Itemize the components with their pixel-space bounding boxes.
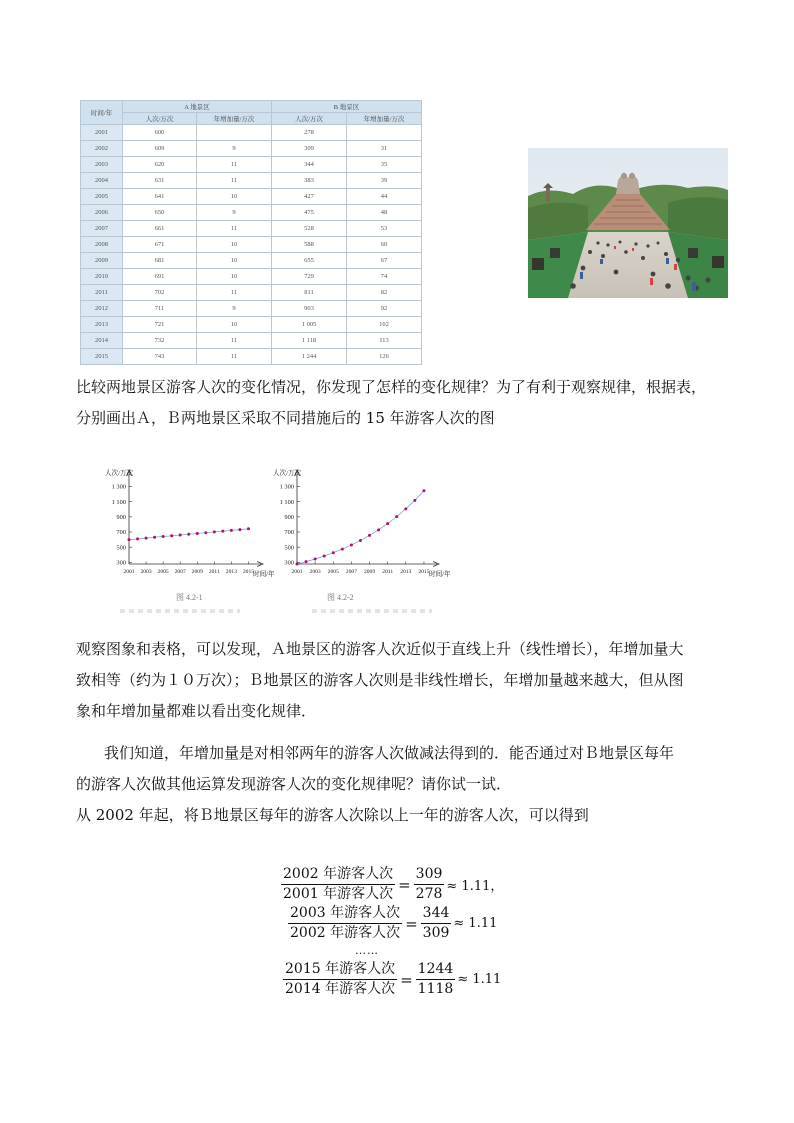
scan-artifact [312,609,432,613]
table-year-cell: 2010 [81,269,123,285]
table-row [81,237,422,253]
paragraph-line: 我们知道，年增加量是对相邻两年的游客人次做减法得到的．能否通过对Ｂ地景区每年 [104,744,675,762]
table-sub-header: 年增加量/万次 [347,113,422,125]
table-cell: 743 [123,349,197,365]
data-point [395,515,398,518]
x-tick-label: 2003 [309,569,321,575]
chart-a-scatter [105,462,275,587]
table-cell: 44 [347,189,422,205]
table-cell: 671 [123,237,197,253]
table-cell: 92 [347,301,422,317]
visitor-data-table [80,100,422,365]
scan-artifact [120,609,240,613]
x-tick-label: 2011 [382,569,394,575]
paragraph-line: 的游客人次做其他运算发现游客人次的变化规律呢？请你试一试． [76,775,512,793]
table-cell: 67 [347,253,422,269]
fraction-denominator: 2002 年游客人次 [290,925,401,941]
scenic-area-photo [528,148,728,298]
y-axis-label: 人次/万次 [273,470,302,477]
chart-b-caption: 图 4.2-2 [327,593,354,602]
table-row [81,125,422,141]
fraction-numerator: 1244 [416,961,456,980]
data-point [204,531,207,534]
paragraph-line: 比较两地景区游客人次的变化情况，你发现了怎样的变化规律？为了有利于观察规律，根据表， [76,378,707,396]
paragraph-compare [76,372,726,434]
table-cell: 711 [123,301,197,317]
equals-sign: = [398,875,411,894]
table-year-cell: 2007 [81,221,123,237]
approx-result: ≈ 1.11 [453,916,498,931]
x-tick-label: 2005 [327,569,339,575]
fraction-denominator: 1118 [417,981,454,997]
table-group-a-header: A 地景区 [123,101,272,113]
table-cell: 383 [272,173,347,189]
data-point [341,548,344,551]
x-tick-label: 2011 [208,569,220,575]
data-point [314,557,317,560]
table-cell: 278 [272,125,347,141]
table-cell: 31 [347,141,422,157]
x-tick-label: 2009 [363,569,376,575]
table-cell: 39 [347,173,422,189]
table-cell: 620 [123,157,197,173]
table-cell: 11 [197,221,272,237]
table-row [81,285,422,301]
x-tick-label: 2005 [157,569,169,575]
series-line [297,491,424,564]
data-point [128,538,131,541]
table-cell: 609 [123,141,197,157]
table-cell: 11 [197,157,272,173]
fraction-numerator: 344 [421,905,452,924]
data-point [359,539,362,542]
table-cell: 600 [123,125,197,141]
table-cell: 641 [123,189,197,205]
y-axis-label: 人次/万次 [105,470,134,477]
table-cell [197,125,272,141]
x-axis-label: 时间/年 [429,571,451,578]
data-point [305,560,308,563]
y-tick-label: 700 [116,529,126,537]
table-cell [347,125,422,141]
ratio-formula-2003 [288,905,497,942]
x-tick-label: 2015 [242,569,255,575]
table-cell: 11 [197,333,272,349]
fraction-numerator: 309 [414,866,445,885]
paragraph-observation [76,634,726,727]
fraction-label [281,866,395,903]
table-cell: 10 [197,317,272,333]
table-row [81,173,422,189]
table-cell: 11 [197,349,272,365]
data-point [230,529,233,532]
x-tick-label: 2001 [123,569,135,575]
equals-sign: = [405,914,418,933]
table-cell: 732 [123,333,197,349]
x-axis-label: 时间/年 [253,571,275,578]
fraction-denominator: 309 [422,925,450,941]
y-tick-label: 1 100 [279,498,294,506]
table-cell: 60 [347,237,422,253]
data-point [386,522,389,525]
fraction-value [421,905,452,942]
table-cell: 11 [197,285,272,301]
x-tick-label: 2007 [174,569,186,575]
paragraph-line: 观察图象和表格，可以发现，Ａ地景区的游客人次近似于直线上升（线性增长），年增加量大 [76,640,684,658]
table-year-cell: 2004 [81,173,123,189]
table-group-b-header: B 地景区 [272,101,422,113]
data-point [153,536,156,539]
data-point [350,544,353,547]
table-cell: 1 244 [272,349,347,365]
table-cell: 691 [123,269,197,285]
table-year-cell: 2015 [81,349,123,365]
x-tick-label: 2007 [345,569,357,575]
fraction-denominator: 2014 年游客人次 [285,981,396,997]
data-point [221,530,224,533]
table-year-cell: 2011 [81,285,123,301]
data-point [162,535,165,538]
x-tick-label: 2015 [418,569,430,575]
table-cell: 661 [123,221,197,237]
table-cell: 729 [272,269,347,285]
table-row [81,317,422,333]
fraction-numerator: 2003 年游客人次 [288,905,402,924]
fraction-label [288,905,402,942]
table-row [81,349,422,365]
table-cell: 344 [272,157,347,173]
data-point [170,534,173,537]
data-point [238,528,241,531]
x-tick-label: 2013 [400,569,412,575]
chart-a-caption: 图 4.2-1 [176,593,203,602]
data-point [413,499,416,502]
table-cell: 74 [347,269,422,285]
table-year-cell: 2014 [81,333,123,349]
formula-ellipsis: …… [355,944,379,957]
fraction-label [283,961,397,998]
data-point [422,489,425,492]
fraction-numerator: 2002 年游客人次 [281,866,395,885]
data-point [368,534,371,537]
table-cell: 48 [347,205,422,221]
y-tick-label: 300 [284,559,294,567]
paragraph-line: 从 2002 年起，将Ｂ地景区每年的游客人次除以上一年的游客人次，可以得到 [76,806,589,824]
table-row [81,253,422,269]
data-point [323,555,326,558]
table-cell: 82 [347,285,422,301]
table-cell: 10 [197,269,272,285]
y-tick-label: 1 300 [111,483,126,491]
table-year-cell: 2006 [81,205,123,221]
table-sub-header: 人次/万次 [272,113,347,125]
data-point [377,528,380,531]
table-cell: 903 [272,301,347,317]
table-row [81,205,422,221]
y-tick-label: 900 [116,514,126,522]
table-cell: 9 [197,205,272,221]
fraction-value [414,866,445,903]
table-cell: 10 [197,253,272,269]
table-sub-header: 年增加量/万次 [197,113,272,125]
y-tick-label: 1 300 [279,483,294,491]
table-cell: 1 005 [272,317,347,333]
table-corner-header: 时间/年 [81,101,123,125]
table-cell: 309 [272,141,347,157]
table-year-cell: 2002 [81,141,123,157]
table-cell: 53 [347,221,422,237]
fraction-denominator: 278 [415,886,443,902]
table-cell: 126 [347,349,422,365]
table-year-cell: 2013 [81,317,123,333]
y-tick-label: 700 [284,529,294,537]
y-tick-label: 1 100 [111,498,126,506]
table-cell: 681 [123,253,197,269]
table-cell: 528 [272,221,347,237]
table-cell: 702 [123,285,197,301]
table-cell: 35 [347,157,422,173]
table-cell: 1 118 [272,333,347,349]
table-cell: 9 [197,141,272,157]
table-row [81,301,422,317]
table-row [81,141,422,157]
table-row [81,269,422,285]
fraction-value [416,961,456,998]
data-point [296,563,299,566]
table-cell: 650 [123,205,197,221]
table-year-cell: 2009 [81,253,123,269]
approx-result: ≈ 1.11， [446,879,504,894]
paragraph-line: 致相等（约为１０万次）；Ｂ地景区的游客人次则是非线性增长，年增加量越来越大，但从图 [76,671,684,689]
table-cell: 11 [197,173,272,189]
x-tick-label: 2013 [225,569,237,575]
fraction-denominator: 2001 年游客人次 [283,886,394,902]
data-point [196,532,199,535]
paragraph-line: 分别画出Ａ，Ｂ两地景区采取不同措施后的 15 年游客人次的图 [76,409,495,427]
table-year-cell: 2001 [81,125,123,141]
paragraph-question [76,738,726,831]
equals-sign: = [400,970,413,989]
table-cell: 655 [272,253,347,269]
table-cell: 721 [123,317,197,333]
table-sub-header: 人次/万次 [123,113,197,125]
table-year-cell: 2005 [81,189,123,205]
table-row [81,157,422,173]
data-point [404,507,407,510]
paragraph-line: 象和年增加量都难以看出变化规律． [76,702,317,720]
data-point [213,530,216,533]
table-cell: 427 [272,189,347,205]
table-year-cell: 2012 [81,301,123,317]
scenic-photo-illustration [528,148,728,298]
data-point [187,533,190,536]
y-tick-label: 500 [284,544,294,552]
table-row [81,221,422,237]
y-tick-label: 500 [116,544,126,552]
data-point [332,551,335,554]
table-year-cell: 2008 [81,237,123,253]
data-point [136,537,139,540]
approx-result: ≈ 1.11 [457,972,502,987]
ratio-formula-2015 [283,961,501,998]
x-tick-label: 2001 [291,569,303,575]
y-tick-label: 300 [116,559,126,567]
data-point [179,533,182,536]
x-tick-label: 2003 [140,569,152,575]
table-cell: 475 [272,205,347,221]
table-row [81,189,422,205]
table-cell: 631 [123,173,197,189]
table-cell: 10 [197,189,272,205]
table-cell: 811 [272,285,347,301]
table-cell: 113 [347,333,422,349]
data-point [247,527,250,530]
fraction-numerator: 2015 年游客人次 [283,961,397,980]
table-cell: 9 [197,301,272,317]
table-cell: 102 [347,317,422,333]
table-cell: 10 [197,237,272,253]
data-point [145,537,148,540]
y-tick-label: 900 [284,514,294,522]
ratio-formula-2002 [281,866,503,903]
table-row [81,333,422,349]
table-year-cell: 2003 [81,157,123,173]
chart-b-scatter [273,462,451,587]
table-cell: 588 [272,237,347,253]
x-tick-label: 2009 [191,569,203,575]
